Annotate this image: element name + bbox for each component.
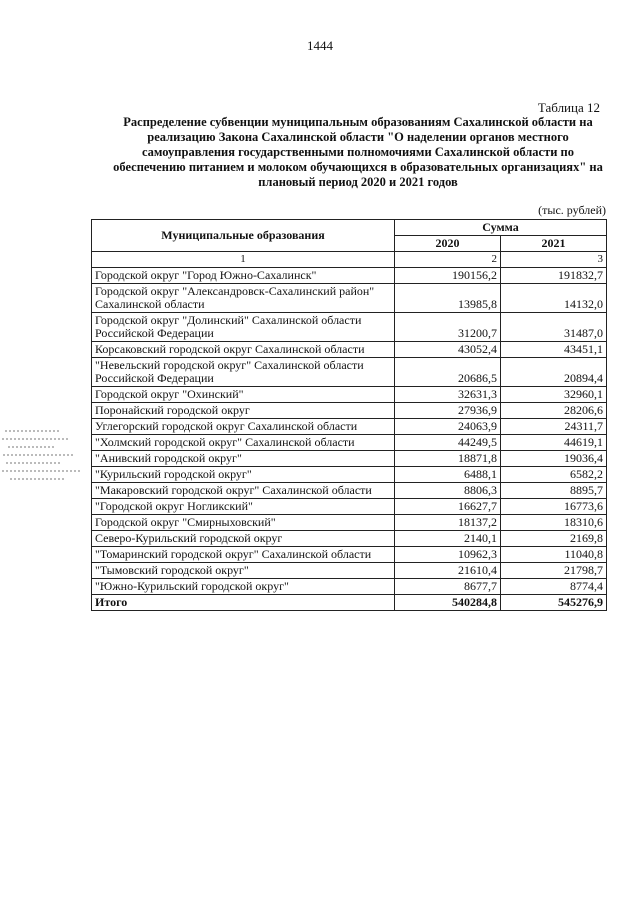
column-index-row [92,252,607,268]
municipality-name: "Макаровский городской округ" Сахалинской области [92,483,395,499]
value-2020: 43052,4 [395,342,501,358]
value-2021: 43451,1 [501,342,607,358]
table-row [92,451,607,467]
margin-stamp-marks [0,425,90,495]
table-row [92,499,607,515]
table-row [92,387,607,403]
table-row [92,515,607,531]
value-2021: 16773,6 [501,499,607,515]
value-2021: 31487,0 [501,313,607,342]
header-municipalities: Муниципальные образования [92,220,395,252]
table-row [92,342,607,358]
value-2020: 21610,4 [395,563,501,579]
header-year-2020: 2020 [395,236,501,252]
municipality-name: Городской округ "Долинский" Сахалинской области Российской Федерации [92,313,395,342]
document-title [98,115,618,190]
value-2020: 6488,1 [395,467,501,483]
units-label: (тыс. рублей) [538,203,606,217]
value-2021: 44619,1 [501,435,607,451]
value-2020: 10962,3 [395,547,501,563]
title-line: реализацию Закона Сахалинской области "О наделении органов местного [147,130,569,144]
municipality-name: "Городской округ Ногликский" [92,499,395,515]
municipality-name: "Тымовский городской округ" [92,563,395,579]
table-row [92,563,607,579]
value-2020: 2140,1 [395,531,501,547]
page-number: 1444 [307,38,333,53]
municipality-name: Корсаковский городской округ Сахалинской области [92,342,395,358]
value-2020: 8806,3 [395,483,501,499]
municipality-name: Поронайский городской округ [92,403,395,419]
municipality-name: Углегорский городской округ Сахалинской области [92,419,395,435]
value-2021: 21798,7 [501,563,607,579]
table-row [92,467,607,483]
value-2021: 8895,7 [501,483,607,499]
total-row [92,595,607,611]
municipality-name: Городской округ "Охинский" [92,387,395,403]
table-row [92,547,607,563]
column-index: 1 [92,252,395,268]
title-line: самоуправления государственными полномочиями Сахалинской области по [141,145,574,159]
value-2021: 14132,0 [501,284,607,313]
value-2020: 13985,8 [395,284,501,313]
municipality-name: "Курильский городской округ" [92,467,395,483]
table-row [92,313,607,342]
table-row [92,419,607,435]
value-2020: 27936,9 [395,403,501,419]
title-line: Распределение субвенции муниципальным образованиям Сахалинской области на [123,115,593,129]
column-index: 3 [501,252,607,268]
municipality-name: "Холмский городской округ" Сахалинской области [92,435,395,451]
title-line: обеспечению питанием и молоком обучающихся в образовательных организациях" на [113,160,603,174]
value-2021: 8774,4 [501,579,607,595]
table-row [92,483,607,499]
table-row [92,579,607,595]
value-2020: 24063,9 [395,419,501,435]
value-2021: 20894,4 [501,358,607,387]
municipality-name: Северо-Курильский городской округ [92,531,395,547]
municipality-name: "Томаринский городской округ" Сахалинской области [92,547,395,563]
value-2020: 20686,5 [395,358,501,387]
value-2020: 18871,8 [395,451,501,467]
table-row [92,284,607,313]
value-2020: 32631,3 [395,387,501,403]
total-2021: 545276,9 [501,595,607,611]
total-2020: 540284,8 [395,595,501,611]
header-sum: Сумма [395,220,607,236]
table-row [92,531,607,547]
value-2020: 8677,7 [395,579,501,595]
subsidy-table [91,219,607,611]
value-2021: 11040,8 [501,547,607,563]
value-2021: 191832,7 [501,268,607,284]
value-2020: 44249,5 [395,435,501,451]
value-2021: 32960,1 [501,387,607,403]
total-label: Итого [92,595,395,611]
municipality-name: "Анивский городской округ" [92,451,395,467]
header-row [92,220,607,236]
column-index: 2 [395,252,501,268]
value-2021: 2169,8 [501,531,607,547]
municipality-name: "Южно-Курильский городской округ" [92,579,395,595]
value-2020: 16627,7 [395,499,501,515]
table-row [92,403,607,419]
municipality-name: Городской округ "Александровск-Сахалинский район" Сахалинской области [92,284,395,313]
table-row [92,358,607,387]
table-row [92,435,607,451]
value-2021: 18310,6 [501,515,607,531]
municipality-name: Городской округ "Смирныховский" [92,515,395,531]
title-line: плановый период 2020 и 2021 годов [258,175,458,189]
value-2020: 18137,2 [395,515,501,531]
table-label: Таблица 12 [537,100,600,115]
value-2021: 19036,4 [501,451,607,467]
value-2021: 28206,6 [501,403,607,419]
municipality-name: "Невельский городской округ" Сахалинской области Российской Федерации [92,358,395,387]
value-2020: 190156,2 [395,268,501,284]
municipality-name: Городской округ "Город Южно-Сахалинск" [92,268,395,284]
table-row [92,268,607,284]
value-2021: 24311,7 [501,419,607,435]
header-year-2021: 2021 [501,236,607,252]
value-2021: 6582,2 [501,467,607,483]
value-2020: 31200,7 [395,313,501,342]
